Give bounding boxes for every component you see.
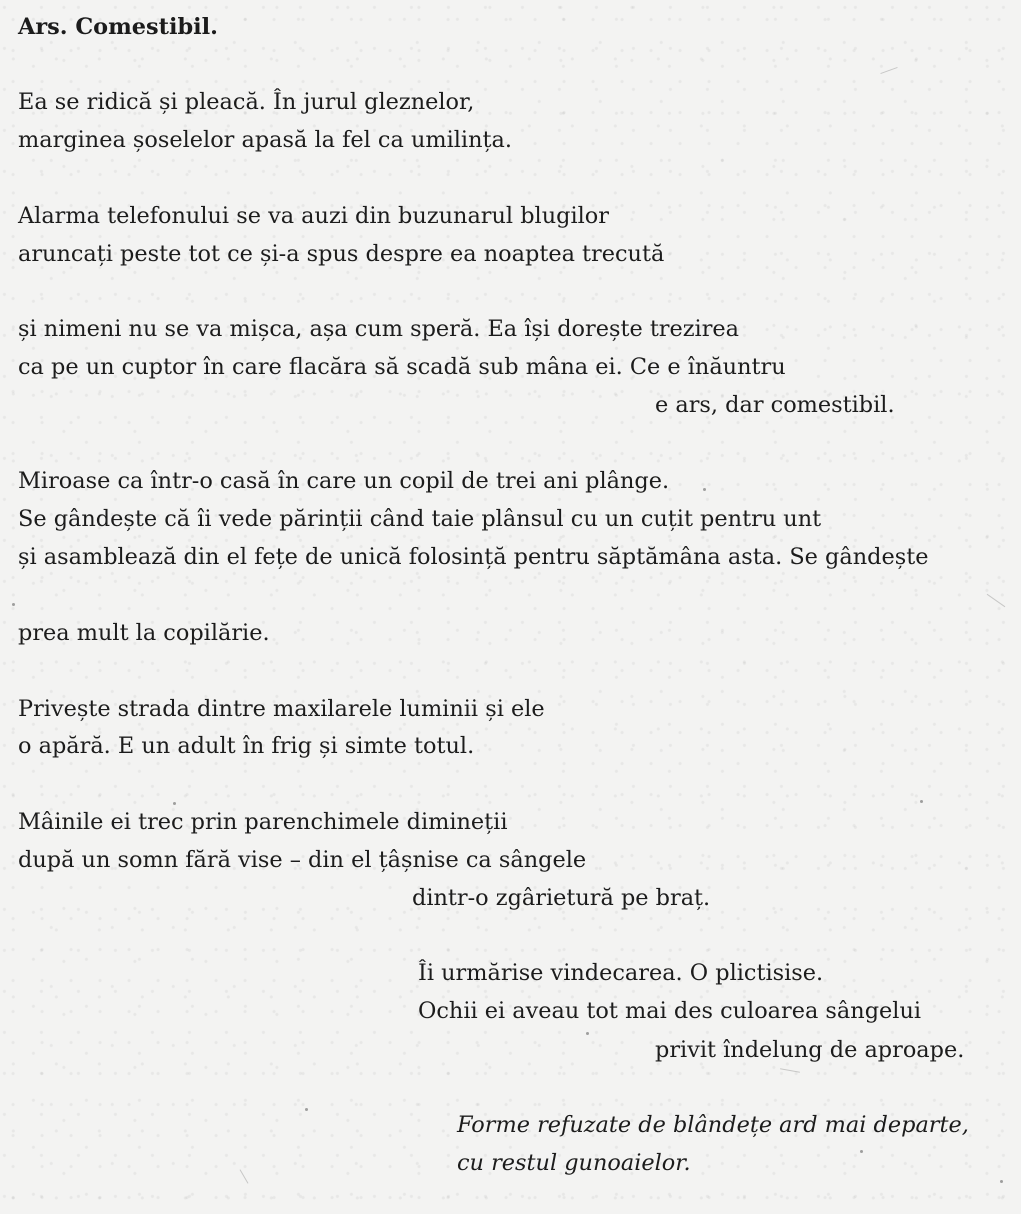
poem-line: aruncați peste tot ce și-a spus despre ea noaptea trecută — [18, 241, 665, 267]
poem-line: ca pe un cuptor în care flacăra să scadă sub mâna ei. Ce e înăuntru — [18, 354, 786, 380]
poem-line: prea mult la copilărie. — [18, 620, 270, 646]
paper-speck — [586, 1032, 589, 1035]
poem-title: Ars. Comestibil. — [18, 14, 218, 40]
poem-line: și nimeni nu se va mișca, așa cum speră. Ea își dorește trezirea — [18, 316, 740, 342]
poem-line: marginea șoselelor apasă la fel ca umilința. — [18, 127, 512, 153]
poem-line: și asamblează din el fețe de unică folosință pentru săptămâna asta. Se gândește — [18, 544, 929, 570]
paper-speck — [860, 1150, 863, 1153]
poem-line: Ea se ridică și pleacă. În jurul gleznelor, — [18, 89, 475, 115]
poem-line: cu restul gunoaielor. — [457, 1150, 691, 1176]
poem-line: Forme refuzate de blândețe ard mai departe, — [457, 1112, 969, 1138]
poem-line: Îi urmărise vindecarea. O plictisise. — [418, 960, 824, 986]
paper-speck — [173, 802, 176, 805]
paper-speck — [1000, 1180, 1003, 1183]
poem-line: Se gândește că îi vede părinții când taie plânsul cu un cuțit pentru unt — [18, 506, 822, 532]
poem-line: privit îndelung de aproape. — [655, 1037, 965, 1063]
paper-speck — [305, 1108, 308, 1111]
poem-line: dintr-o zgârietură pe braț. — [412, 885, 711, 911]
poem-line: o apără. E un adult în frig și simte totul. — [18, 733, 475, 759]
paper-speck — [703, 488, 706, 491]
poem-line: Miroase ca într-o casă în care un copil de trei ani plânge. — [18, 468, 670, 494]
poem-line: Privește strada dintre maxilarele luminii și ele — [18, 696, 545, 722]
poem-line: Mâinile ei trec prin parenchimele dimineții — [18, 809, 508, 835]
paper-speck — [12, 603, 15, 606]
poem-line: Alarma telefonului se va auzi din buzunarul blugilor — [18, 203, 609, 229]
paper-speck — [920, 800, 923, 803]
poem-line: e ars, dar comestibil. — [655, 392, 895, 418]
poem-line: Ochii ei aveau tot mai des culoarea sângelui — [418, 998, 922, 1024]
poem-line: după un somn fără vise – din el țâșnise ca sângele — [18, 847, 587, 873]
